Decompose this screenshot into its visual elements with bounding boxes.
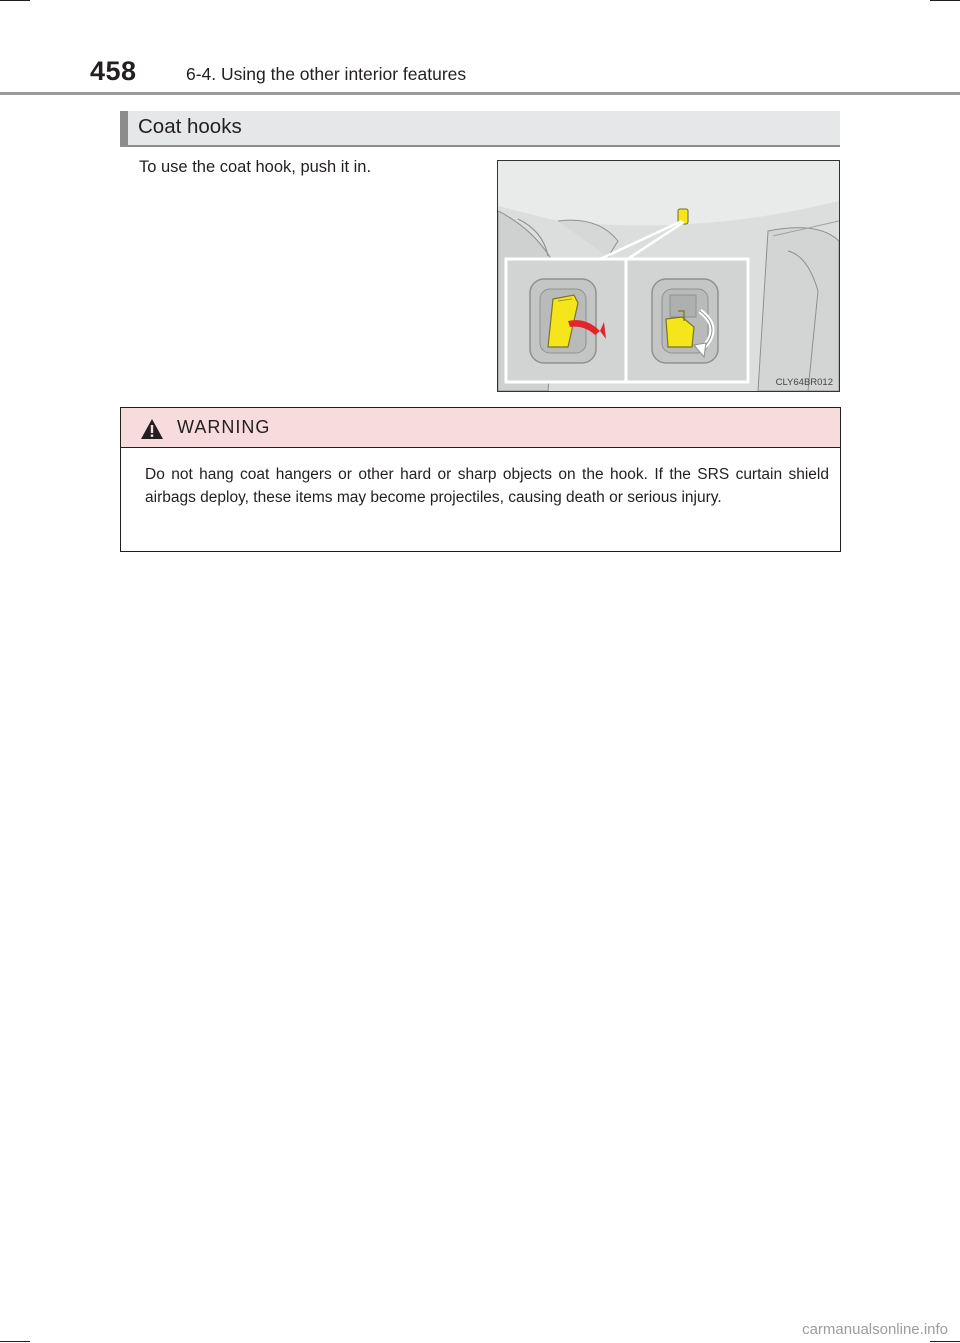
- instruction-text: To use the coat hook, push it in.: [139, 158, 372, 176]
- section-title: Coat hooks: [138, 115, 242, 138]
- warning-triangle-icon: [140, 418, 164, 440]
- section-heading: [120, 111, 840, 147]
- warning-label: WARNING: [177, 417, 271, 437]
- crop-mark: [0, 0, 30, 1]
- illustration-code: CLY64BR012: [775, 377, 833, 388]
- crop-mark: [930, 1341, 960, 1342]
- warning-text: Do not hang coat hangers or other hard or sharp objects on the hook. If the SRS curtain shield airbags deploy, these items may become projectiles, causing death or serious injury.: [145, 466, 829, 506]
- warning-box: [120, 407, 841, 552]
- crop-mark: [930, 0, 960, 1]
- warning-header: [121, 408, 840, 448]
- crop-mark: [0, 1341, 30, 1342]
- watermark: carmanualsonline.info: [802, 1321, 948, 1338]
- coat-hook-illustration: [497, 160, 840, 392]
- page-number: 458: [90, 56, 137, 86]
- chapter-title: 6-4. Using the other interior features: [186, 64, 467, 84]
- coat-hook-drawing: [498, 161, 839, 391]
- section-accent: [120, 111, 128, 145]
- header-rule: [0, 92, 960, 95]
